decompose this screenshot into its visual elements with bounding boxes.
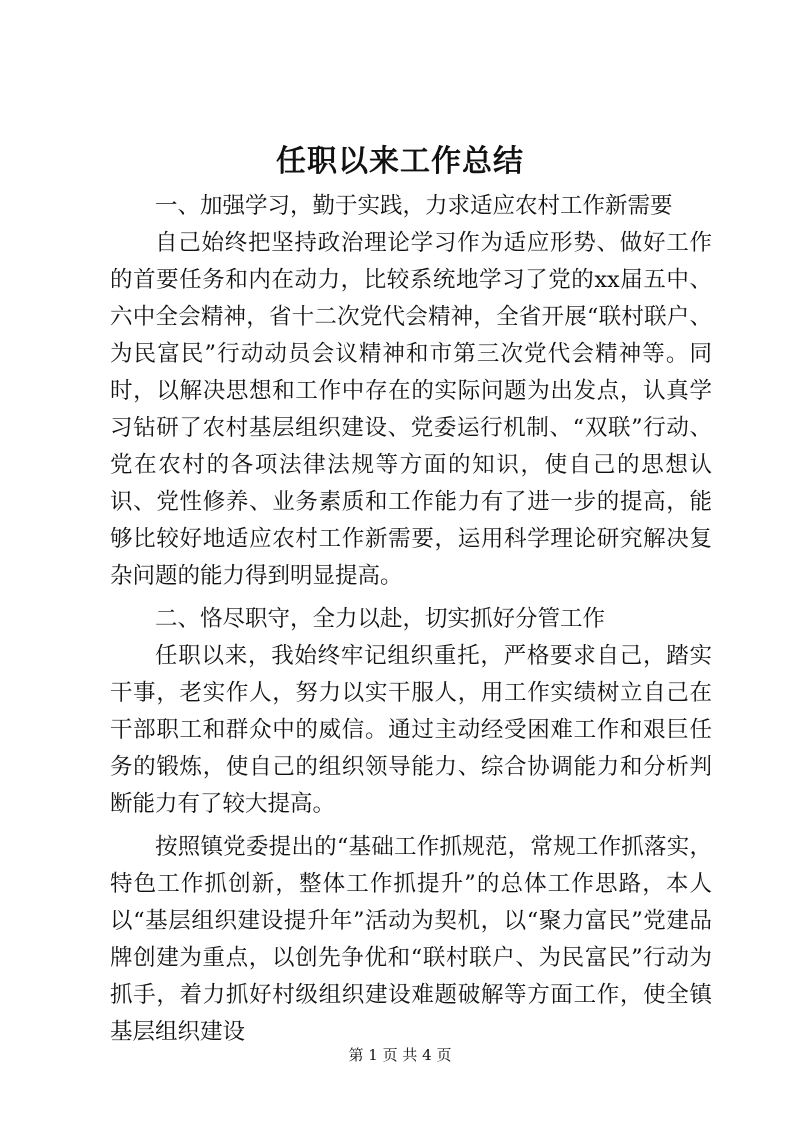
section-heading-2: 二、恪尽职守，全力以赴，切实抓好分管工作 (155, 606, 606, 632)
paragraph: 按照镇党委提出的“基础工作抓规范，常规工作抓落实，特色工作抓创新，整体工作抓提升”的总体工作思路，本人以“基层组织建设提升年”活动为契机，以“聚力富民”党建品牌创建为重点，以创先争优和“联村联户、为民富民”行动为抓手，着力抓好村级组织建设难题破解等方面工作，使全镇基层组织建设 (110, 834, 712, 1045)
page-number-footer: 第 1 页 共 4 页 (348, 1046, 452, 1064)
paragraph: 任职以来，我始终牢记组织重托，严格要求自己，踏实干事，老实作人，努力以实干服人，用工作实绩树立自己在干部职工和群众中的威信。通过主动经受困难工作和艰巨任务的锻炼，使自己的组织领导能力、综合协调能力和分析判断能力有了较大提高。 (110, 643, 712, 817)
section-heading-1: 一、加强学习，勤于实践，力求适应农村工作新需要 (155, 193, 673, 219)
document-title: 任职以来工作总结 (276, 144, 524, 179)
document-body (110, 188, 712, 1051)
paragraph: 自己始终把坚持政治理论学习作为适应形势、做好工作的首要任务和内在动力，比较系统地学习了党的xx届五中、六中全会精神，省十二次党代会精神，全省开展“联村联户、为民富民”行动动员会议精神和市第三次党代会精神等。同时，以解决思想和工作中存在的实际问题为出发点，认真学习钻研了农村基层组织建设、党委运行机制、“双联”行动、党在农村的各项法律法规等方面的知识，使自己的思想认识、党性修养、业务素质和工作能力有了进一步的提高，能够比较好地适应农村工作新需要，运用科学理论研究解决复杂问题的能力得到明显提高。 (110, 230, 712, 589)
